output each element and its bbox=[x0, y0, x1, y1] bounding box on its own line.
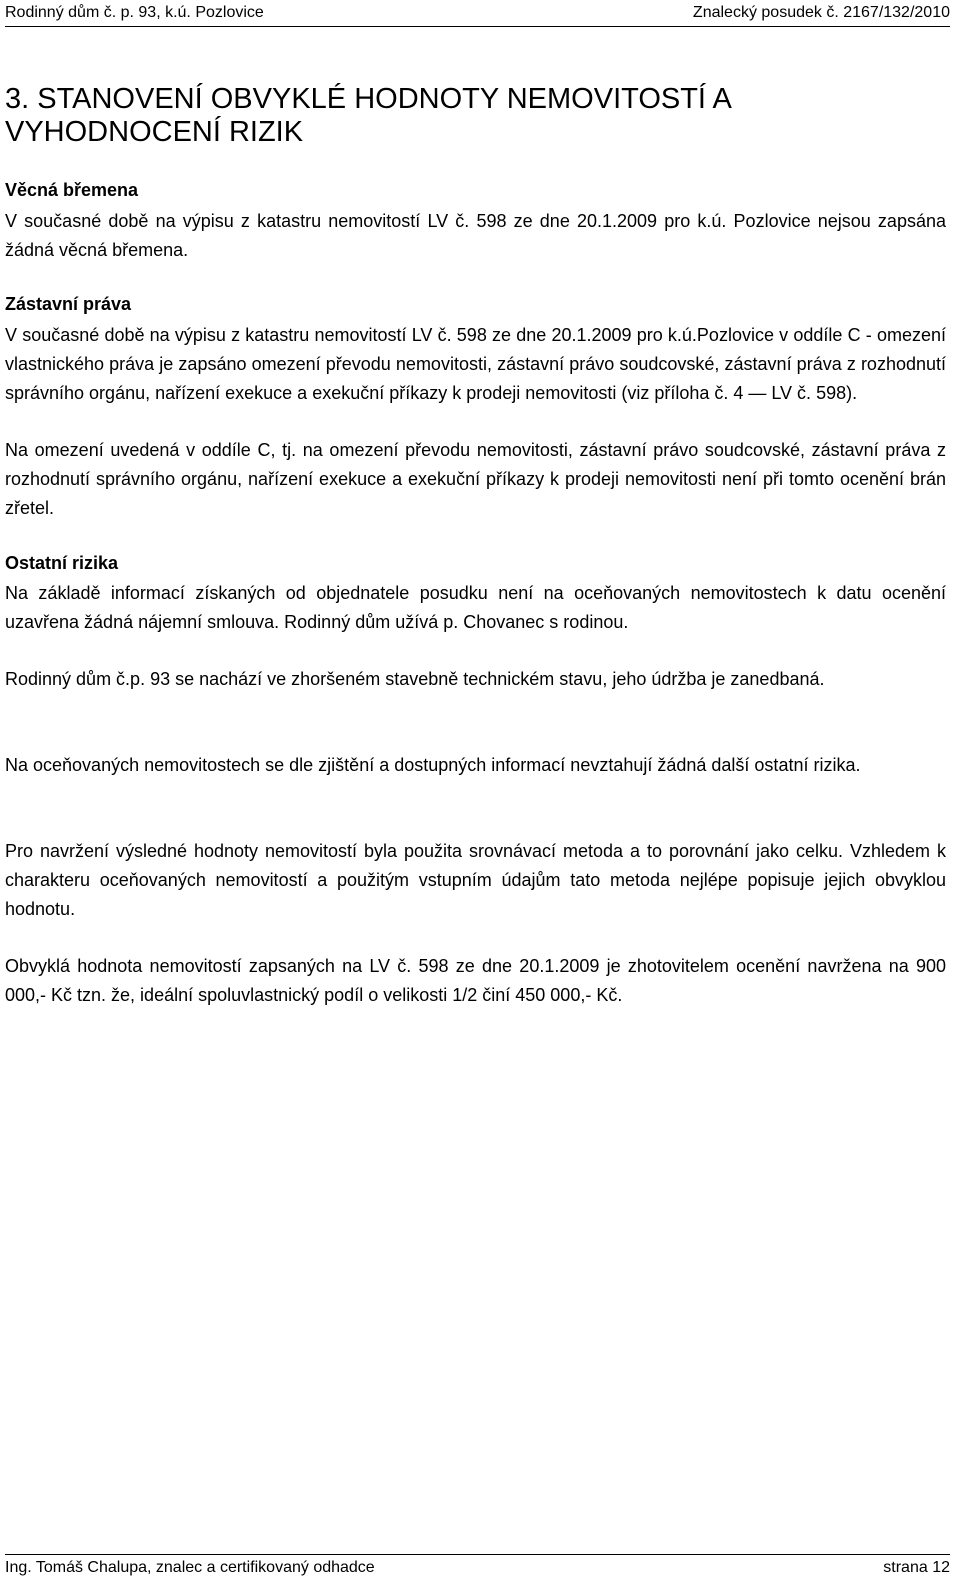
paragraph-ostatni-rizika-2: Rodinný dům č.p. 93 se nachází ve zhoršeném stavebně technickém stavu, jeho údržba je zanedbaná. bbox=[5, 669, 825, 689]
heading-ostatni-rizika: Ostatní rizika bbox=[5, 553, 119, 573]
header-left-text: Rodinný dům č. p. 93, k.ú. Pozlovice bbox=[5, 4, 264, 21]
footer-author: Ing. Tomáš Chalupa, znalec a certifikovaný odhadce bbox=[5, 1559, 375, 1576]
heading-zastavni-prava: Zástavní práva bbox=[5, 294, 132, 314]
paragraph-zastavni-prava-2: Na omezení uvedená v oddíle C, tj. na omezení převodu nemovitosti, zástavní právo soudcovské, zástavní práva z rozhodnutí správního orgánu, nařízení exekuce a exekuční příkazy k prodeji nemovitosti není při tomto ocenění brán zřetel. bbox=[5, 440, 946, 518]
heading-vecna-bremena: Věcná břemena bbox=[5, 180, 139, 200]
paragraph-zastavni-prava-1: V současné době na výpisu z katastru nemovitostí LV č. 598 ze dne 20.1.2009 pro k.ú.Pozlovice v oddíle C - omezení vlastnického práva je zapsáno omezení převodu nemovitosti, zástavní právo soudcovské, zástavní práva z rozhodnutí správního orgánu, nařízení exekuce a exekuční příkazy k prodeji nemovitosti (viz příloha č. 4 — LV č. 598). bbox=[5, 325, 946, 403]
page-header bbox=[5, 4, 950, 27]
footer-page-number: strana 12 bbox=[883, 1559, 950, 1576]
header-right-text: Znalecký posudek č. 2167/132/2010 bbox=[692, 4, 950, 21]
paragraph-vecna-bremena: V současné době na výpisu z katastru nemovitostí LV č. 598 ze dne 20.1.2009 pro k.ú. Pozlovice nejsou zapsána žádná věcná břemena. bbox=[5, 211, 946, 260]
section-title: 3. STANOVENÍ OBVYKLÉ HODNOTY NEMOVITOSTÍ A VYHODNOCENÍ RIZIK bbox=[5, 83, 731, 148]
paragraph-metoda: Pro navržení výsledné hodnoty nemovitostí byla použita srovnávací metoda a to porovnání jako celku. Vzhledem k charakteru oceňovaných nemovitostí a použitým vstupním údajům tato metoda nejlépe popisuje jejich obvyklou hodnotu. bbox=[5, 841, 946, 919]
paragraph-obvykla-hodnota: Obvyklá hodnota nemovitostí zapsaných na LV č. 598 ze dne 20.1.2009 je zhotovitelem ocenění navržena na 900 000,- Kč tzn. že, ideální spoluvlastnický podíl o velikosti 1/2 činí 450 000,- Kč. bbox=[5, 956, 946, 1005]
paragraph-ostatni-rizika-3: Na oceňovaných nemovitostech se dle zjištění a dostupných informací nevztahují žádná další ostatní rizika. bbox=[5, 755, 861, 775]
page-footer bbox=[5, 1554, 950, 1579]
paragraph-ostatni-rizika-1: Na základě informací získaných od objednatele posudku není na oceňovaných nemovitostech k datu ocenění uzavřena žádná nájemní smlouva. Rodinný dům užívá p. Chovanec s rodinou. bbox=[5, 583, 946, 632]
